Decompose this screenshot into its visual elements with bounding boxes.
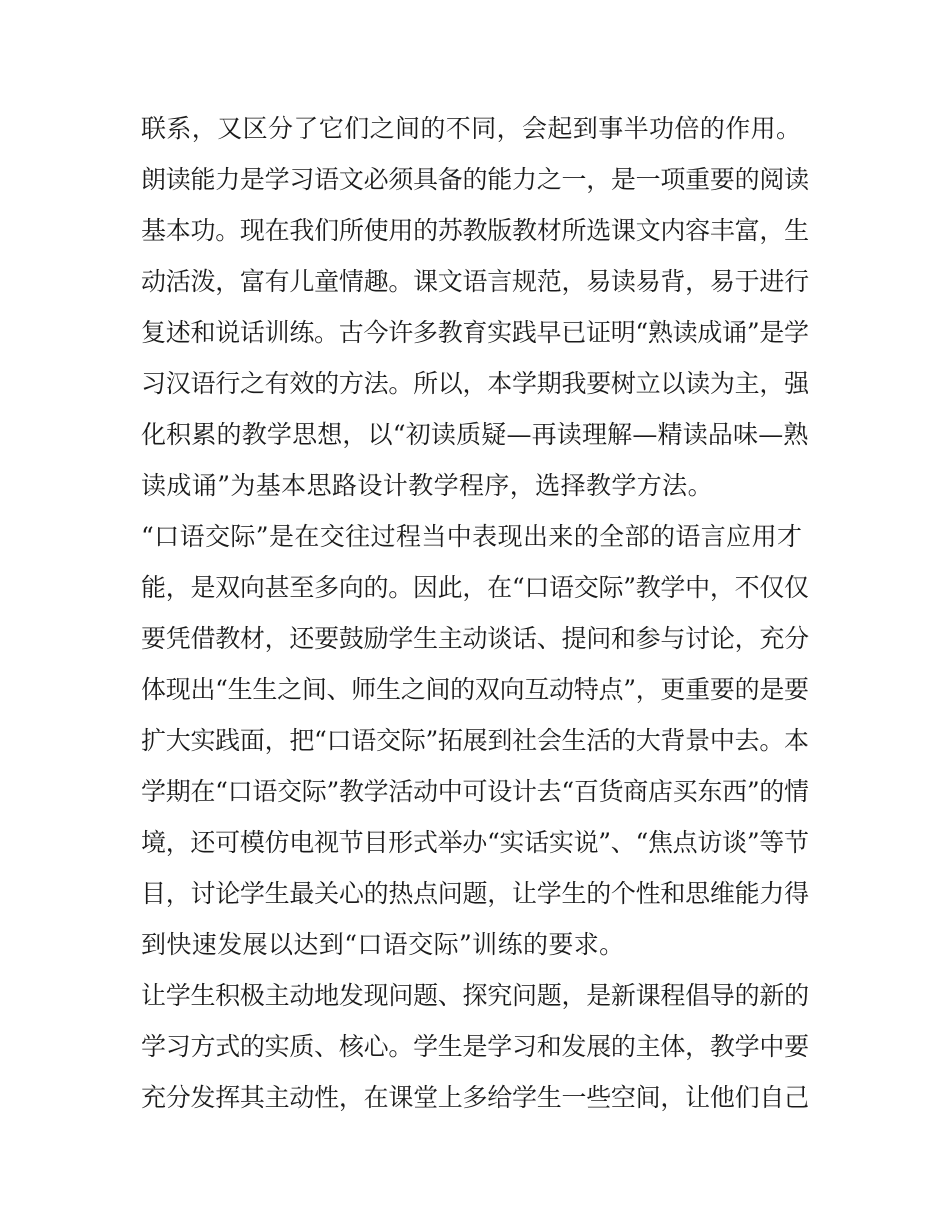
text-line: 动活泼，富有儿童情趣。课文语言规范，易读易背，易于进行: [141, 267, 809, 296]
text-line: 读成诵”为基本思路设计教学程序，选择教学方法。: [141, 471, 713, 500]
text-line: 朗读能力是学习语文必须具备的能力之一，是一项重要的阅读: [141, 165, 809, 194]
text-line: 境，还可模仿电视节目形式举办“实话实说”、“焦点访谈”等节: [141, 828, 809, 857]
text-line: 学习方式的实质、核心。学生是学习和发展的主体，教学中要: [141, 1032, 809, 1061]
text-line: 能，是双向甚至多向的。因此，在“口语交际”教学中，不仅仅: [141, 573, 809, 602]
text-line: 目，讨论学生最关心的热点问题，让学生的个性和思维能力得: [141, 879, 809, 908]
text-line: 到快速发展以达到“口语交际”训练的要求。: [141, 930, 625, 959]
text-line: 扩大实践面，把“口语交际”拓展到社会生活的大背景中去。本: [141, 726, 809, 755]
text-line: 基本功。现在我们所使用的苏教版教材所选课文内容丰富，生: [141, 216, 809, 245]
text-line: 充分发挥其主动性，在课堂上多给学生一些空间，让他们自己: [141, 1083, 809, 1112]
text-line: “口语交际”是在交往过程当中表现出来的全部的语言应用才: [141, 522, 803, 551]
text-line: 要凭借教材，还要鼓励学生主动谈话、提问和参与讨论，充分: [141, 624, 809, 653]
text-line: 联系，又区分了它们之间的不同，会起到事半功倍的作用。: [141, 114, 802, 143]
text-line: 学期在“口语交际”教学活动中可设计去“百货商店买东西”的情: [141, 777, 809, 806]
text-line: 让学生积极主动地发现问题、探究问题，是新课程倡导的新的: [141, 981, 809, 1010]
text-line: 复述和说话训练。古今许多教育实践早已证明“熟读成诵”是学: [141, 318, 809, 347]
text-line: 化积累的教学思想，以“初读质疑—再读理解—精读品味—熟: [141, 420, 809, 449]
text-line: 体现出“生生之间、师生之间的双向互动特点”，更重要的是要: [141, 675, 809, 704]
text-line: 习汉语行之有效的方法。所以，本学期我要树立以读为主，强: [141, 369, 809, 398]
